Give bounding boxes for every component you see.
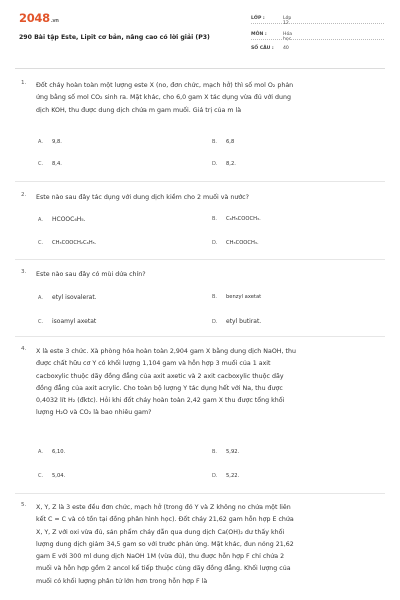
option-text: 5,04. <box>52 473 66 479</box>
question-divider <box>15 336 385 337</box>
option-letter: A. <box>38 449 43 455</box>
question-line: Đốt cháy hoàn toàn một lượng este X (no, đơn chức, mạch hở) thì số mol O₂ phản <box>36 82 294 89</box>
meta-key: SỐ CÂU : <box>251 46 274 51</box>
question-divider <box>15 493 385 494</box>
option-text: 5,22. <box>226 473 240 479</box>
question-line: X là este 3 chức. Xà phòng hóa hoàn toàn 2,904 gam X bằng dung dịch NaOH, thu <box>36 348 296 355</box>
question-line: đồng đẳng của axit acrylic. Cho toàn bộ lượng Y tác dụng hết với Na, thu được <box>36 384 283 392</box>
option-letter: D. <box>212 240 218 246</box>
meta-divider <box>251 39 384 40</box>
question-line: kết C = C và có tồn tại đồng phân hình học). Đốt cháy 21,62 gam hỗn hợp E chứa <box>36 516 294 524</box>
option-letter: D. <box>212 161 218 167</box>
question-number: 5. <box>21 502 27 508</box>
meta-key: MÔN : <box>251 32 267 37</box>
option-c[interactable] <box>38 240 96 246</box>
logo-main: 2048 <box>19 11 50 25</box>
question-text <box>36 192 383 204</box>
question-line: 0,4032 lít H₂ (đktc). Hỏi khi đốt cháy hoàn toàn 2,42 gam X thu được tổng khối <box>36 397 285 405</box>
option-text: C₆H₅COOCH₃. <box>226 216 261 222</box>
option-letter: B. <box>212 449 218 455</box>
question-text <box>36 346 383 420</box>
question-text <box>36 502 383 588</box>
option-b[interactable] <box>212 294 261 300</box>
document-title: 290 Bài tập Este, Lipit cơ bản, nâng cao có lời giải (P3) <box>19 34 210 41</box>
question-number: 3. <box>21 269 27 275</box>
option-d[interactable] <box>212 318 261 325</box>
option-letter: B. <box>212 294 218 300</box>
option-text: 8,4. <box>52 161 62 167</box>
option-text: 6,8 <box>226 139 235 145</box>
question-line: muối và hỗn hợp gồm 2 ancol kế tiếp thuộc cùng dãy đồng đẳng. Khối lượng của <box>36 565 291 573</box>
option-letter: D. <box>212 319 218 325</box>
option-text: isoamyl axetat <box>52 318 97 325</box>
option-text: 5,92. <box>226 449 240 455</box>
site-logo[interactable] <box>19 11 59 25</box>
question-text <box>36 80 383 117</box>
option-text: HCOOC₆H₅. <box>52 216 86 223</box>
meta-key: LỚP : <box>251 16 265 21</box>
question-text <box>36 269 383 281</box>
option-b[interactable] <box>212 139 234 145</box>
question-number: 1. <box>21 80 27 86</box>
question-line: lượng dung dịch giảm 34,5 gam so với trước phản ứng. Mặt khác, đun nóng 21,62 <box>36 540 294 548</box>
meta-divider <box>251 23 384 24</box>
option-letter: C. <box>38 161 44 167</box>
page-header <box>0 0 400 70</box>
question-line: dịch KOH, thu được dung dịch chứa m gam muối. Giá trị của m là <box>36 106 242 114</box>
meta-value: Lớp 12 <box>283 16 292 26</box>
header-divider <box>15 68 385 69</box>
option-a[interactable] <box>38 139 62 145</box>
option-letter: C. <box>38 473 44 479</box>
question-line: X, Y, Z với oxi vừa đủ, sản phẩm cháy dẫn qua dung dịch Ca(OH)₂ dư thấy khối <box>36 528 285 536</box>
option-text: etyl butirat. <box>226 318 262 325</box>
meta-value: 40 <box>283 46 289 51</box>
option-b[interactable] <box>212 216 261 222</box>
option-letter: D. <box>212 473 218 479</box>
option-text: 9,8. <box>52 139 62 145</box>
option-text: 8,2. <box>226 161 236 167</box>
option-text: CH₃COOCH₂C₆H₅. <box>52 240 97 246</box>
option-a[interactable] <box>38 294 97 301</box>
question-line: X, Y, Z là 3 este đều đơn chức, mạch hở (trong đó Y và Z không no chứa một liên <box>36 504 291 511</box>
option-letter: C. <box>38 240 44 246</box>
option-d[interactable] <box>212 161 236 167</box>
option-c[interactable] <box>38 473 65 479</box>
option-letter: A. <box>38 139 43 145</box>
question-line: Este nào sau đây có mùi dứa chín? <box>36 271 146 278</box>
question-line: ứng bằng số mol CO₂ sinh ra. Mặt khác, cho 6,0 gam X tác dụng vừa đủ với dung <box>36 94 292 102</box>
question-line: cacboxylic thuộc dãy đồng đẳng của axit axetic và 2 axit cacboxylic thuộc dãy <box>36 372 284 380</box>
question-number: 4. <box>21 346 27 352</box>
option-letter: A. <box>38 217 43 223</box>
question-number: 2. <box>21 192 27 198</box>
question-line: gam E với 300 ml dung dịch NaOH 1M (vừa đủ), thu được hỗn hợp F chỉ chứa 2 <box>36 553 285 561</box>
option-d[interactable] <box>212 240 259 246</box>
question-line: Este nào sau đây tác dụng với dung dịch kiềm cho 2 muối và nước? <box>36 194 249 201</box>
option-text: etyl isovalerat. <box>52 294 97 301</box>
question-divider <box>15 181 385 182</box>
option-b[interactable] <box>212 449 239 455</box>
option-letter: A. <box>38 295 43 301</box>
question-line: được chất hữu cơ Y có khối lượng 1,104 gam và hỗn hợp 3 muối của 1 axit <box>36 360 271 368</box>
option-letter: B. <box>212 216 218 222</box>
logo-suffix: .vn <box>50 18 59 24</box>
meta-value: Hóa học <box>283 32 293 42</box>
question-line: lượng H₂O và CO₂ là bao nhiêu gam? <box>36 409 152 417</box>
option-c[interactable] <box>38 161 62 167</box>
option-d[interactable] <box>212 473 239 479</box>
option-a[interactable] <box>38 449 65 455</box>
option-text: CH₃COOCH₃. <box>226 240 259 246</box>
option-c[interactable] <box>38 318 96 325</box>
option-letter: C. <box>38 319 44 325</box>
option-text: benzyl axetat <box>226 294 262 300</box>
question-line: muối có khối lượng phân tử lớn hơn trong hỗn hợp F là <box>36 577 208 585</box>
option-a[interactable] <box>38 216 86 223</box>
question-divider <box>15 259 385 260</box>
option-letter: B. <box>212 139 218 145</box>
option-text: 6,10. <box>52 449 66 455</box>
